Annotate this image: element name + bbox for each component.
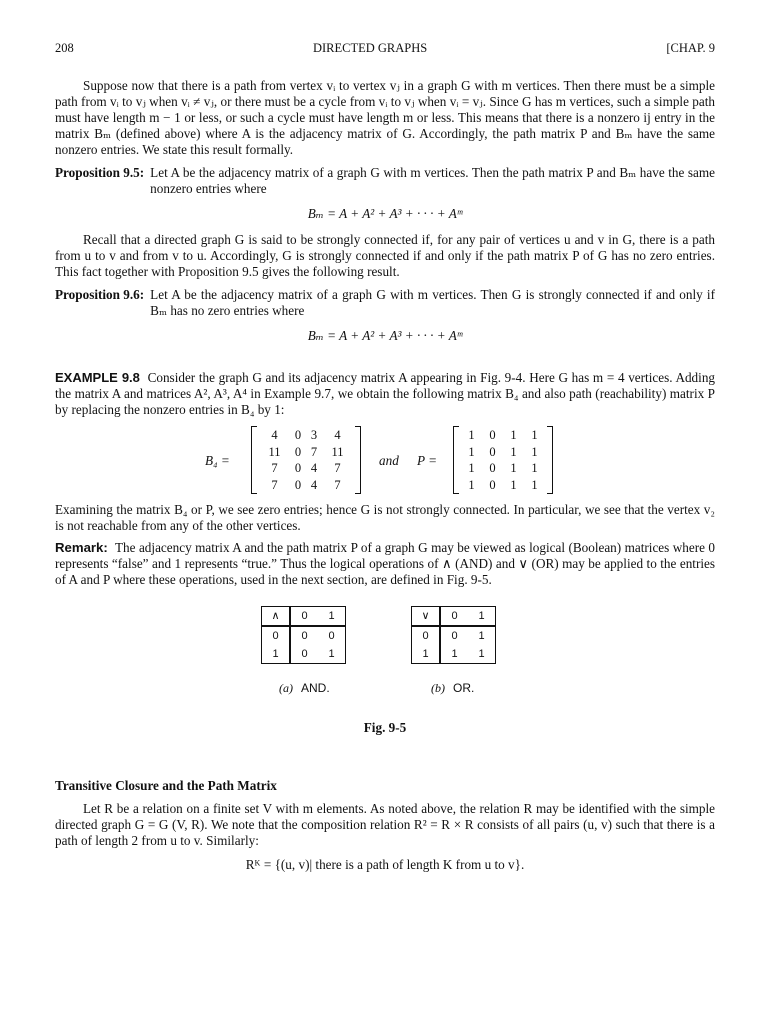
- chapter-title: DIRECTED GRAPHS: [312, 41, 428, 55]
- p-cell: 0: [489, 477, 496, 492]
- or-cell: 0: [440, 626, 468, 645]
- b4-cell: 3: [310, 428, 318, 443]
- or-cell: 1: [468, 645, 496, 664]
- p-row: [461, 477, 545, 494]
- b4-row: [259, 444, 353, 461]
- paragraph-examining: Examining the matrix B₄ or P, we see zero entries; hence G is not strongly connected. In particular, we see that the vertex v₂ is not reachable from any of the other vertices.: [55, 502, 715, 533]
- proposition-9-5: [55, 165, 715, 197]
- chapter-ref: [CHAP. 9: [666, 41, 715, 55]
- p-cell: 1: [531, 477, 538, 492]
- p-cell: 1: [510, 444, 517, 459]
- b4-cell: 0: [294, 461, 302, 476]
- b4-cell: 7: [310, 444, 318, 459]
- proposition-text: Let A be the adjacency matrix of a graph G with m vertices. Then the path matrix P and Bₘ have the same nonzero entries where: [150, 165, 715, 196]
- p-cell: 0: [489, 428, 496, 443]
- b4-cell: 4: [310, 461, 318, 476]
- b4-cell: 0: [294, 477, 302, 492]
- and-cell: 1: [318, 645, 346, 664]
- or-caption: (b) OR.: [431, 681, 475, 695]
- b4-label: B₄ =: [205, 453, 230, 468]
- b4-row: [259, 477, 353, 494]
- b4-cell: 0: [294, 444, 302, 459]
- proposition-label: Proposition 9.6:: [55, 287, 145, 302]
- equation-bm: Bₘ = A + A² + A³ + · · · + Aᵐ: [307, 328, 463, 343]
- and-header-cell: 1: [318, 607, 346, 627]
- p-row: [461, 427, 545, 444]
- b4-cell: 4: [334, 428, 341, 443]
- and-header-cell: 0: [290, 607, 318, 627]
- p-cell: 1: [510, 428, 517, 443]
- page-number: 208: [55, 41, 74, 55]
- paragraph-strongly-connected: Recall that a directed graph G is said to be strongly connected if, for any pair of vertices u and v in G, there is a path from u to v and from v to u. Accordingly, G is strongly connected if and only if the path matrix P of G has no zero entries. This fact together with Proposition 9.5 gives the following result.: [55, 232, 715, 279]
- p-row: [461, 444, 545, 461]
- or-cell: 1: [468, 626, 496, 645]
- and-word: and: [379, 453, 399, 468]
- b4-cell: 7: [271, 461, 278, 476]
- matrix-p: [453, 426, 553, 494]
- b4-cell: 0: [294, 428, 302, 443]
- and-cell: 0: [262, 626, 291, 645]
- p-cell: 1: [468, 461, 475, 476]
- and-operator: ∧: [262, 607, 291, 627]
- p-cell: 1: [531, 428, 538, 443]
- proposition-label: Proposition 9.5:: [55, 165, 145, 180]
- p-cell: 1: [468, 428, 475, 443]
- or-cell: 1: [412, 645, 441, 664]
- p-label: P =: [417, 453, 438, 468]
- b4-row: [259, 427, 353, 444]
- example-label: EXAMPLE 9.8: [55, 370, 140, 385]
- equation-rk: Rᴷ = {(u, v)| there is a path of length K from u to v}.: [245, 857, 525, 872]
- and-truth-table: [261, 606, 346, 664]
- matrix-b4: [251, 426, 361, 494]
- b4-cell: 7: [271, 477, 278, 492]
- remark-text: The adjacency matrix A and the path matrix P of a graph G may be viewed as logical (Boolean) matrices where 0 represents “false” and 1 represents “true.” Thus the logical operations of ∧ (AND) and ∨ (OR) may be applied to the entries of A and P where these operations, used in the next section, are defined in Fig. 9-5.: [55, 540, 716, 587]
- or-cell: 0: [412, 626, 441, 645]
- and-cell: 0: [318, 626, 346, 645]
- or-header-cell: 0: [440, 607, 468, 627]
- remark-label: Remark:: [55, 540, 108, 555]
- proposition-text: Let A be the adjacency matrix of a graph G with m vertices. Then G is strongly connected if and only if Bₘ has no zero entries where: [150, 287, 715, 318]
- and-cell: 0: [290, 645, 318, 664]
- matrices-block: [55, 426, 715, 496]
- or-operator: ∨: [412, 607, 441, 627]
- and-cell: 1: [262, 645, 291, 664]
- or-truth-table: [411, 606, 496, 664]
- paragraph-path-argument: Suppose now that there is a path from vertex vᵢ to vertex vⱼ in a graph G with m vertices. Then there must be a simple path from vᵢ to vⱼ when vᵢ ≠ vⱼ, or there must be a cycle from vᵢ to vⱼ when vᵢ = vⱼ. Since G has m vertices, such a simple path must have length m − 1 or less, or such a cycle must have length m or less. This means that there is a nonzero ij entry in the matrix Bₘ (defined above) where A is the adjacency matrix of G. Accordingly, the path matrix P and Bₘ have the same nonzero entries. We state this result formally.: [55, 78, 715, 157]
- and-cell: 0: [290, 626, 318, 645]
- p-cell: 1: [510, 461, 517, 476]
- or-cell: 1: [440, 645, 468, 664]
- p-cell: 1: [531, 444, 538, 459]
- proposition-9-6: [55, 287, 715, 319]
- p-row: [461, 460, 545, 477]
- b4-cell: 7: [334, 477, 341, 492]
- p-cell: 0: [489, 461, 496, 476]
- or-header-cell: 1: [468, 607, 496, 627]
- figure-9-5: [55, 606, 715, 716]
- page-header: [55, 40, 715, 56]
- p-cell: 1: [510, 477, 517, 492]
- page: [55, 40, 715, 873]
- example-text: Consider the graph G and its adjacency matrix A appearing in Fig. 9-4. Here G has m = 4 vertices. Adding the matrix A and matrices A², A³, A⁴ in Example 9.7, we obtain the following matrix B₄ and also path (reachability) matrix P by replacing the nonzero entries in B₄ by 1:: [55, 370, 716, 417]
- b4-cell: 7: [334, 461, 341, 476]
- b4-row: [259, 460, 353, 477]
- equation-bm: Bₘ = A + A² + A³ + · · · + Aᵐ: [307, 206, 463, 221]
- p-cell: 1: [531, 461, 538, 476]
- b4-cell: 11: [268, 444, 281, 459]
- p-cell: 1: [468, 444, 475, 459]
- b4-cell: 11: [331, 444, 344, 459]
- p-cell: 0: [489, 444, 496, 459]
- section-paragraph: Let R be a relation on a finite set V with m elements. As noted above, the relation R may be identified with the simple directed graph G = G (V, R). We note that the composition relation R² = R × R consists of all pairs (u, v) such that there is a path of length 2 from u to v. Similarly:: [55, 801, 715, 848]
- remark: [55, 540, 715, 588]
- b4-cell: 4: [310, 477, 318, 492]
- and-caption: (a) AND.: [279, 681, 330, 695]
- section-heading: Transitive Closure and the Path Matrix: [55, 778, 277, 793]
- example-9-8: [55, 370, 715, 418]
- p-cell: 1: [468, 477, 475, 492]
- b4-cell: 4: [271, 428, 278, 443]
- figure-label: Fig. 9-5: [363, 720, 407, 735]
